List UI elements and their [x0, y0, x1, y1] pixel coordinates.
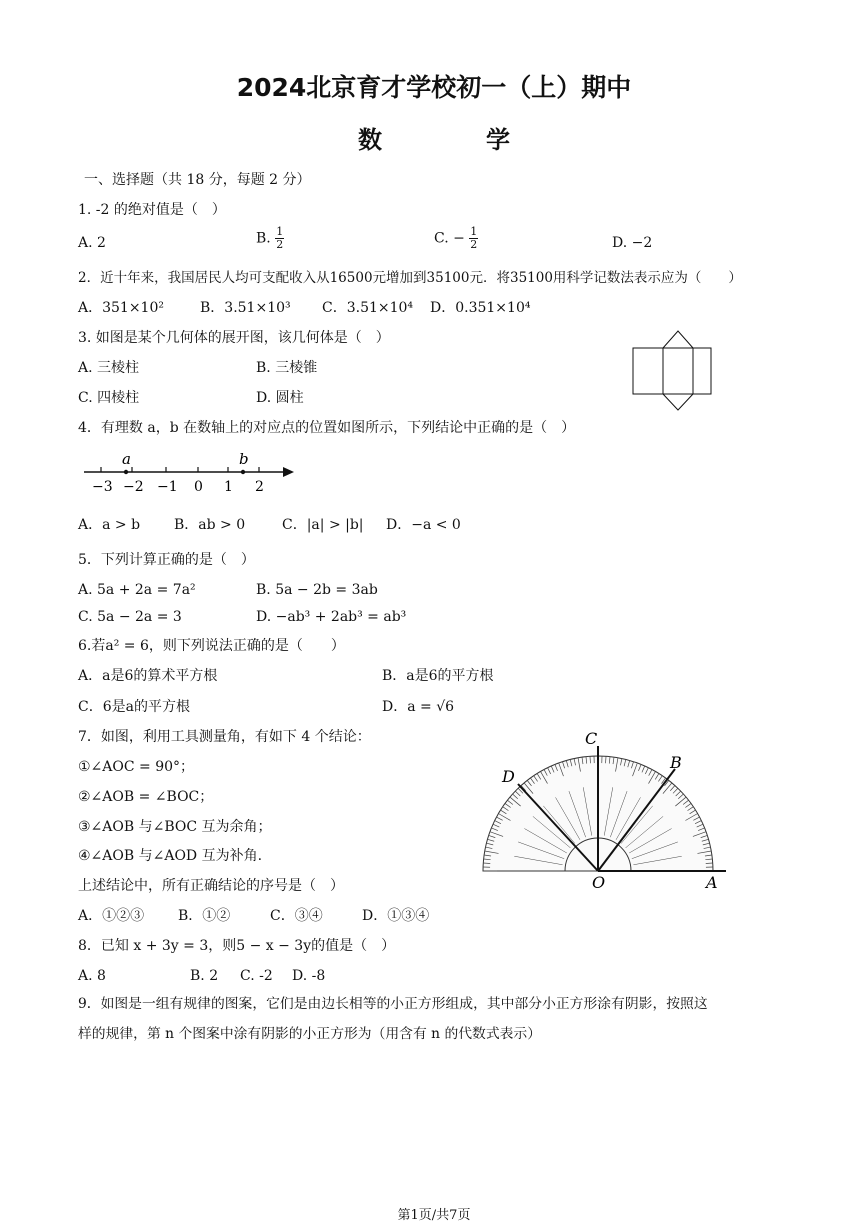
q1-option-d: D. −2 — [612, 235, 653, 251]
tick-label: 2 — [255, 479, 264, 495]
q7-statement-2: ②∠AOB = ∠BOC； — [78, 789, 214, 805]
q7-option-b: B．①② — [178, 908, 231, 924]
q9-line-1: 9．如图是一组有规律的图案，它们是由边长相等的小正方形组成，其中部分小正方形涂有阴影，按照这 — [78, 996, 708, 1012]
q7-option-c: C．③④ — [270, 908, 323, 924]
label-C: C — [585, 729, 598, 748]
q2-option-d: D．0.351×10⁴ — [430, 300, 531, 316]
page-title: 2024北京育才学校初一（上）期中 — [236, 73, 632, 102]
tick-label: −1 — [157, 479, 178, 495]
q4-option-b: B．ab > 0 — [174, 517, 246, 533]
q6-stem: 6.若a² = 6，则下列说法正确的是（ ） — [78, 638, 345, 654]
q1-option-a: A. 2 — [78, 235, 106, 251]
tick-label: 1 — [224, 479, 233, 495]
q2-option-b: B．3.51×10³ — [200, 300, 291, 316]
label-a: a — [122, 450, 131, 468]
label-A: A — [706, 873, 718, 892]
q7-stem: 7．如图，利用工具测量角，有如下 4 个结论： — [78, 729, 371, 745]
tick-label: −2 — [123, 479, 144, 495]
page-footer: 第1页/共7页 — [397, 1208, 471, 1223]
q2-option-a: A．351×10² — [78, 300, 164, 316]
point-a — [124, 470, 128, 474]
tick-label: −3 — [92, 479, 113, 495]
q7-option-a: A．①②③ — [78, 908, 145, 924]
q2-option-c: C．3.51×10⁴ — [322, 300, 414, 316]
q3-stem: 3. 如图是某个几何体的展开图，该几何体是（ ） — [78, 330, 390, 346]
subject-title: 数 学 — [358, 126, 550, 154]
q8-option-b: B. 2 — [190, 968, 219, 984]
q6-option-c: C．6是a的平方根 — [78, 699, 190, 715]
q6-option-b: B．a是6的平方根 — [382, 668, 494, 684]
q1-option-c: C. − $\frac{1}{2}$ — [434, 225, 478, 251]
q3-option-d: D. 圆柱 — [256, 390, 304, 406]
q3-option-b: B. 三棱锥 — [256, 360, 318, 376]
q5-option-c: C. 5a − 2a = 3 — [78, 609, 182, 625]
q8-stem: 8．已知 x + 3y = 3，则5 − x − 3y的值是（ ） — [78, 938, 396, 954]
label-b: b — [239, 450, 249, 468]
q2-stem: 2．近十年来，我国居民人均可支配收入从16500元增加到35100元．将35100用科学记数法表示应为（ ） — [78, 270, 742, 286]
q4-option-a: A．a > b — [78, 517, 141, 533]
q4-stem: 4．有理数 a，b 在数轴上的对应点的位置如图所示，下列结论中正确的是（ ） — [78, 420, 576, 436]
q7-statement-3: ③∠AOB 与∠BOC 互为余角； — [78, 819, 272, 835]
label-D: D — [502, 767, 515, 786]
q1-stem: 1. -2 的绝对值是（ ） — [78, 202, 226, 218]
label-B: B — [670, 753, 682, 772]
section-heading: 一、选择题（共 18 分，每题 2 分） — [84, 172, 311, 188]
q5-stem: 5．下列计算正确的是（ ） — [78, 552, 255, 568]
q7-option-d: D．①③④ — [362, 908, 430, 924]
point-b — [241, 470, 245, 474]
label-O: O — [592, 873, 606, 892]
prism-net-figure — [628, 328, 718, 414]
q8-option-d: D. -8 — [292, 968, 326, 984]
q7-ask: 上述结论中，所有正确结论的序号是（ ） — [78, 878, 344, 894]
q3-option-a: A. 三棱柱 — [78, 360, 140, 376]
q6-option-d: D．a = √6 — [382, 699, 455, 715]
q1-option-b: B. $\frac{1}{2}$ — [256, 225, 284, 251]
q5-option-d: D. −ab³ + 2ab³ = ab³ — [256, 609, 407, 625]
q5-option-a: A. 5a + 2a = 7a² — [78, 582, 196, 598]
number-line-figure — [78, 446, 308, 498]
tick-label: 0 — [194, 479, 203, 495]
q7-statement-1: ①∠AOC = 90°； — [78, 759, 195, 775]
q9-line-2: 样的规律，第 n 个图案中涂有阴影的小正方形为（用含有 n 的代数式表示） — [78, 1026, 542, 1042]
q4-option-d: D．−a < 0 — [386, 517, 461, 533]
q8-option-c: C. -2 — [240, 968, 273, 984]
q5-option-b: B. 5a − 2b = 3ab — [256, 582, 378, 598]
q3-option-c: C. 四棱柱 — [78, 390, 140, 406]
protractor-figure — [480, 728, 730, 893]
q8-option-a: A. 8 — [78, 968, 106, 984]
q6-option-a: A．a是6的算术平方根 — [78, 668, 218, 684]
q4-option-c: C．|a| > |b| — [282, 517, 364, 533]
q7-statement-4: ④∠AOB 与∠AOD 互为补角. — [78, 848, 263, 864]
